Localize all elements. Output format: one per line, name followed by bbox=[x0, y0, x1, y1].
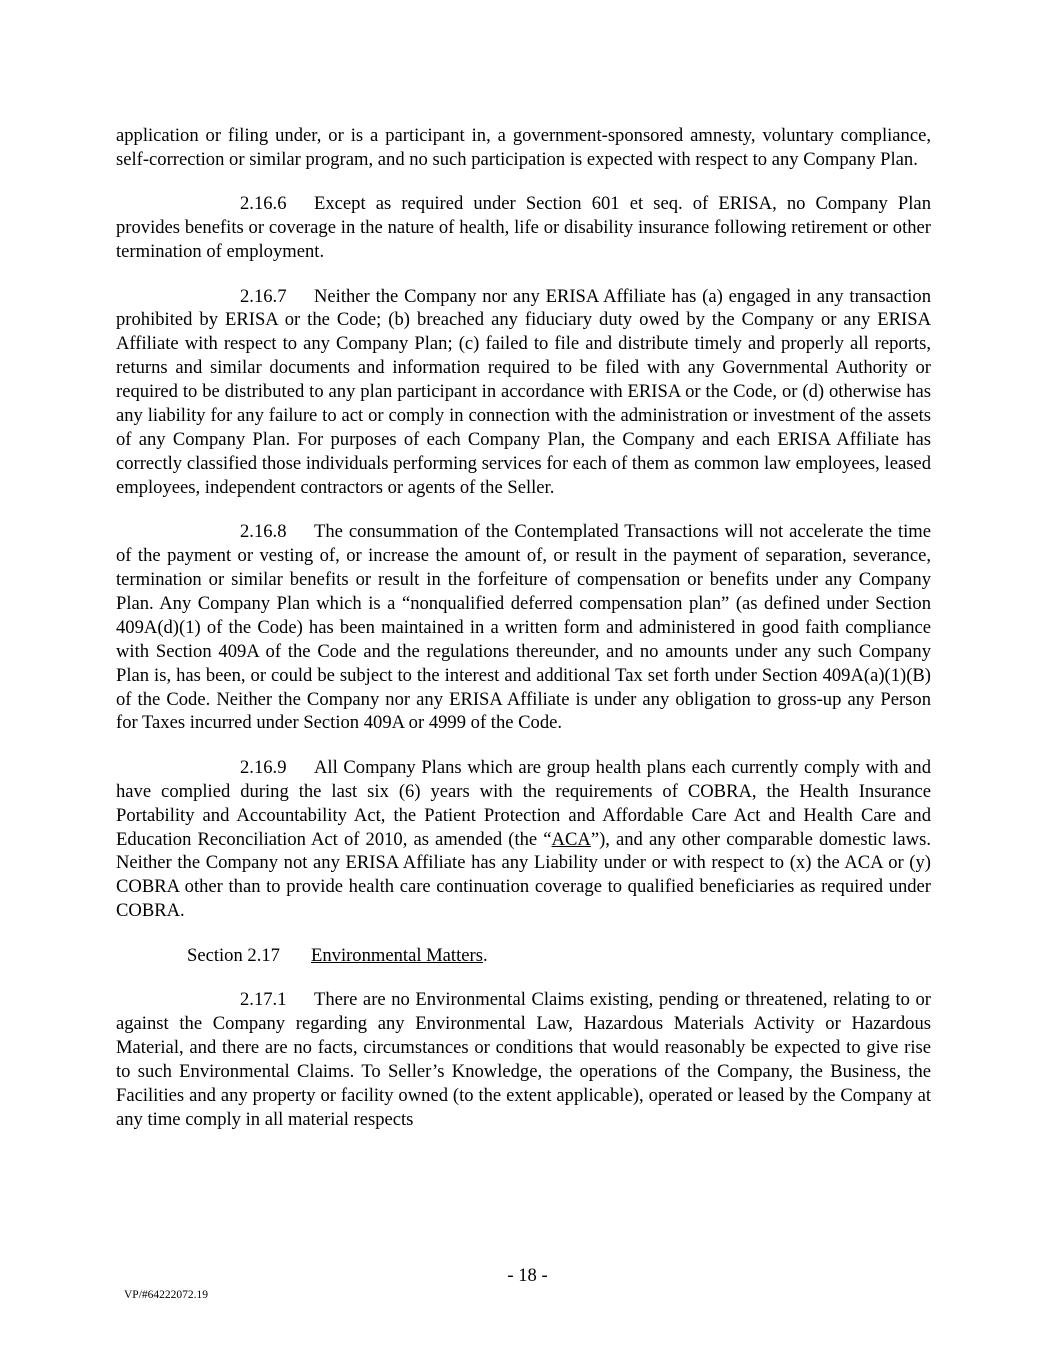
paragraph-2-16-7 bbox=[116, 285, 931, 500]
section-label: Section 2.17 bbox=[187, 944, 280, 966]
paragraph-text: There are no Environmental Claims existing, pending or threatened, relating to or against the Company regarding any Environmental Law, Hazardous Materials Activity or Hazardous Material, and there are no facts, circumstances or conditions that would reasonably be expected to give rise to such Environmental Claims. To Seller’s Knowledge, the operations of the Company, the Business, the Facilities and any property or facility owned (to the extent applicable), operated or leased by the Company at any time comply in all material respects bbox=[116, 989, 931, 1130]
paragraph-2-17-1 bbox=[116, 988, 931, 1131]
paragraph-number: 2.16.7 bbox=[240, 285, 287, 307]
paragraph-2-16-9 bbox=[116, 756, 931, 923]
paragraph-number: 2.16.9 bbox=[240, 756, 287, 778]
paragraph-number: 2.17.1 bbox=[240, 989, 287, 1011]
paragraph-continuation bbox=[116, 124, 931, 172]
paragraph-text: ”), and any other comparable domestic laws. Neither the Company not any ERISA Affiliate has any Liability under or with respect to (x) the ACA or (y) COBRA other than to provide health care continuation coverage to qualified beneficiaries as required under COBRA. bbox=[116, 828, 931, 922]
paragraph-text: All Company Plans which are group health plans each currently comply with and have complied during the last six (6) years with the requirements of COBRA, the Health Insurance Portability and Accountability Act, the Patient Protection and Affordable Care Act and Health Care and Education Reconciliation Act of 2010, as amended (the “ bbox=[116, 756, 931, 850]
paragraph-text: The consummation of the Contemplated Transactions will not accelerate the time of the payment or vesting of, or increase the amount of, or result in the payment of separation, severance, termination or similar benefits or result in the forfeiture of compensation or benefits under any Company Plan. Any Company Plan which is a “nonqualified deferred compensation plan” (as defined under Section 409A(d)(1) of the Code) has been maintained in a written form and administered in good faith compliance with Section 409A of the Code and the regulations thereunder, and no amounts under any such Company Plan is, has been, or could be subject to the interest and additional Tax set forth under Section 409A(a)(1)(B) of the Code. Neither the Company nor any ERISA Affiliate is under any obligation to gross-up any Person for Taxes incurred under Section 409A or 4999 of the Code. bbox=[116, 521, 931, 734]
defined-term: ACA bbox=[551, 828, 591, 850]
paragraph-text: Except as required under Section 601 et seq. of ERISA, no Company Plan provides benefits or coverage in the nature of health, life or disability insurance following retirement or other termination of employment. bbox=[116, 193, 931, 263]
paragraph-2-16-8 bbox=[116, 520, 931, 735]
document-body bbox=[116, 124, 931, 1152]
paragraph-text: Neither the Company nor any ERISA Affiliate has (a) engaged in any transaction prohibited by ERISA or the Code; (b) breached any fiduciary duty owed by the Company or any ERISA Affiliate with respect to any Company Plan; (c) failed to file and distribute timely and properly all reports, returns and similar documents and information required to be filed with any Governmental Authority or required to be distributed to any plan participant in accordance with ERISA or the Code, or (d) otherwise has any liability for any failure to act or comply in connection with the administration or investment of the assets of any Company Plan. For purposes of each Company Plan, the Company and each ERISA Affiliate has correctly classified those individuals performing services for each of them as common law employees, leased employees, independent contractors or agents of the Seller. bbox=[116, 285, 931, 498]
paragraph-text: application or filing under, or is a participant in, a government-sponsored amnesty, voluntary compliance, self-correction or similar program, and no such participation is expected with respect to any Company Plan. bbox=[116, 125, 931, 170]
section-title-end: . bbox=[482, 944, 488, 966]
paragraph-number: 2.16.6 bbox=[240, 193, 287, 215]
section-title: Environmental Matters bbox=[311, 944, 483, 966]
paragraph-2-16-6 bbox=[116, 192, 931, 264]
paragraph-number: 2.16.8 bbox=[240, 521, 287, 543]
document-id: VP/#64222072.19 bbox=[124, 1289, 209, 1301]
page-number: - 18 - bbox=[507, 1265, 548, 1286]
section-heading bbox=[116, 944, 931, 968]
